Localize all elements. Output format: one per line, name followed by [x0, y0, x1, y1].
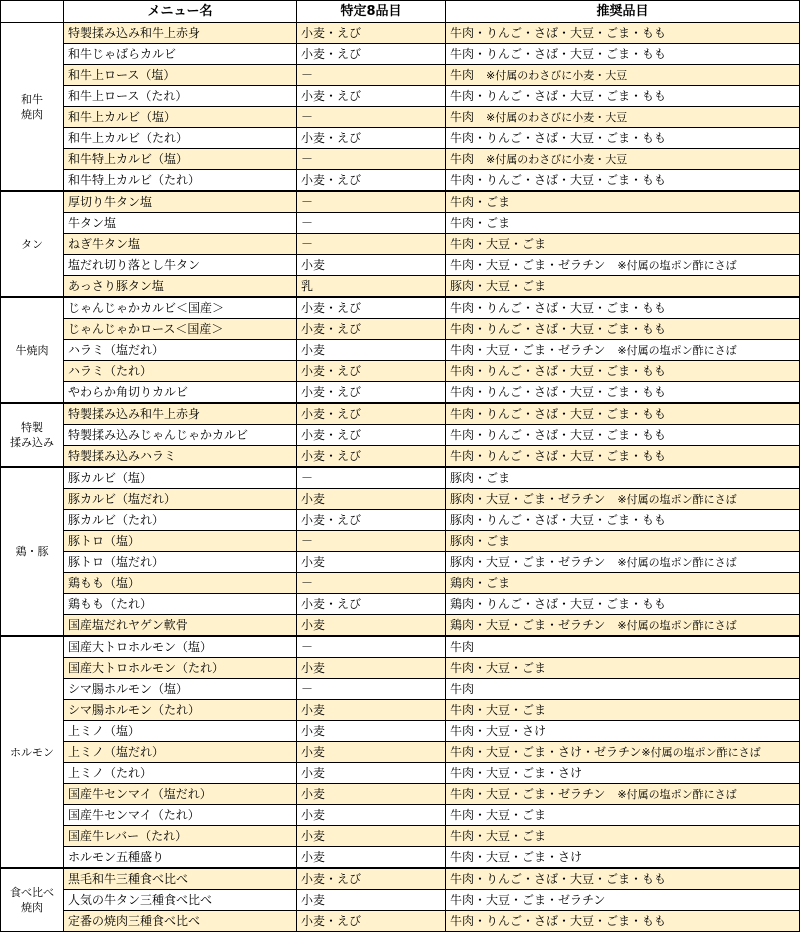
- recommended-text: 牛肉・りんご・さば・大豆・ごま・もも: [450, 407, 667, 421]
- major8-cell: 小麦・えび: [297, 361, 446, 382]
- recommended-text: 牛肉・りんご・さば・大豆・ごま・もも: [450, 26, 667, 40]
- recommended-text: 豚肉・ごま: [450, 534, 511, 548]
- menu-name-cell: 国産牛センマイ（塩だれ）: [64, 784, 297, 805]
- recommended-text: 牛肉: [450, 67, 475, 82]
- recommended-text: 牛肉・大豆・ごま: [450, 808, 547, 822]
- major8-cell: 小麦: [297, 784, 446, 805]
- allergen-note: ※付属の塩ポン酢にさば: [641, 745, 761, 759]
- menu-name-cell: 上ミノ（たれ）: [64, 763, 297, 784]
- category-label: 和牛: [21, 92, 43, 106]
- table-row: [1, 573, 800, 594]
- recommended-cell: [446, 489, 800, 510]
- category-label: 焼肉: [21, 901, 43, 914]
- category-label: タン: [21, 237, 43, 251]
- category-cell: [1, 23, 64, 192]
- menu-name-cell: 特製揉み込みじゃんじゃかカルビ: [64, 425, 297, 446]
- category-label: 食べ比べ: [10, 886, 54, 899]
- allergen-note: ※付属の塩ポン酢にさば: [617, 258, 737, 272]
- major8-cell: 小麦: [297, 763, 446, 784]
- recommended-cell: [446, 23, 800, 44]
- recommended-cell: [446, 234, 800, 255]
- major8-cell: 小麦: [297, 552, 446, 573]
- table-row: [1, 403, 800, 425]
- table-row: [1, 170, 800, 192]
- recommended-text: 牛肉・りんご・さば・大豆・ごま・もも: [450, 47, 667, 61]
- table-row: [1, 679, 800, 700]
- table-row: [1, 721, 800, 742]
- table-row: [1, 868, 800, 890]
- menu-name-cell: 豚カルビ（たれ）: [64, 510, 297, 531]
- menu-name-cell: 上ミノ（塩だれ）: [64, 742, 297, 763]
- recommended-text: 豚肉・大豆・ごま・ゼラチン: [450, 491, 606, 506]
- menu-name-cell: あっさり豚タン塩: [64, 276, 297, 298]
- menu-name-cell: 牛タン塩: [64, 213, 297, 234]
- major8-cell: 小麦・えび: [297, 911, 446, 932]
- recommended-cell: [446, 890, 800, 911]
- recommended-text: 牛肉・大豆・ごま・さけ: [450, 850, 583, 864]
- menu-name-cell: シマ腸ホルモン（たれ）: [64, 700, 297, 721]
- recommended-text: 牛肉・大豆・ごま・さけ・ゼラチン: [450, 744, 642, 759]
- major8-cell: －: [297, 636, 446, 658]
- major8-cell: 小麦: [297, 847, 446, 869]
- allergen-note: ※付属のわさびに小麦・大豆: [486, 152, 628, 166]
- major8-cell: 小麦: [297, 721, 446, 742]
- menu-name-cell: 和牛上カルビ（塩）: [64, 107, 297, 128]
- table-row: [1, 467, 800, 489]
- allergen-note: ※付属の塩ポン酢にさば: [617, 787, 737, 801]
- major8-cell: －: [297, 573, 446, 594]
- recommended-cell: [446, 467, 800, 489]
- recommended-cell: [446, 868, 800, 890]
- recommended-text: 豚肉・大豆・ごま: [450, 279, 547, 293]
- table-row: [1, 615, 800, 637]
- allergen-note: ※付属の塩ポン酢にさば: [617, 343, 737, 357]
- allergen-note: ※付属の塩ポン酢にさば: [617, 555, 737, 569]
- major8-cell: 小麦・えび: [297, 446, 446, 468]
- recommended-cell: [446, 700, 800, 721]
- recommended-text: 牛肉・りんご・さば・大豆・ごま・もも: [450, 131, 667, 145]
- recommended-text: 牛肉・大豆・ごま・ゼラチン: [450, 786, 606, 801]
- allergen-note: ※付属のわさびに小麦・大豆: [486, 110, 628, 124]
- recommended-text: 豚肉・りんご・さば・大豆・ごま・もも: [450, 513, 667, 527]
- table-row: [1, 446, 800, 468]
- menu-name-cell: 特製揉み込み和牛上赤身: [64, 23, 297, 44]
- recommended-text: 牛肉・りんご・さば・大豆・ごま・もも: [450, 428, 667, 442]
- recommended-cell: [446, 44, 800, 65]
- recommended-cell: [446, 446, 800, 468]
- category-cell: [1, 191, 64, 297]
- major8-cell: －: [297, 213, 446, 234]
- major8-cell: 小麦・えび: [297, 23, 446, 44]
- recommended-cell: [446, 742, 800, 763]
- table-row: [1, 636, 800, 658]
- recommended-text: 牛肉・りんご・さば・大豆・ごま・もも: [450, 173, 667, 187]
- recommended-cell: [446, 658, 800, 679]
- menu-name-cell: 豚トロ（塩）: [64, 531, 297, 552]
- table-row: [1, 658, 800, 679]
- menu-name-cell: 上ミノ（塩）: [64, 721, 297, 742]
- recommended-cell: [446, 382, 800, 404]
- recommended-cell: [446, 86, 800, 107]
- table-row: [1, 128, 800, 149]
- recommended-cell: [446, 403, 800, 425]
- major8-cell: －: [297, 531, 446, 552]
- recommended-cell: [446, 319, 800, 340]
- recommended-text: 牛肉・大豆・さけ: [450, 724, 547, 738]
- major8-cell: 小麦・えび: [297, 868, 446, 890]
- menu-name-cell: ハラミ（たれ）: [64, 361, 297, 382]
- menu-name-cell: 国産大トロホルモン（たれ）: [64, 658, 297, 679]
- category-label: ホルモン: [10, 745, 54, 759]
- category-label: 焼肉: [21, 107, 43, 121]
- category-label: 揉み込み: [10, 436, 54, 449]
- table-row: [1, 255, 800, 276]
- recommended-text: 鶏肉・大豆・ごま・ゼラチン: [450, 617, 606, 632]
- major8-cell: 小麦: [297, 826, 446, 847]
- major8-cell: －: [297, 65, 446, 86]
- table-row: [1, 890, 800, 911]
- recommended-text: 牛肉・大豆・ごま・ゼラチン: [450, 893, 606, 907]
- recommended-text: 牛肉・りんご・さば・大豆・ごま・もも: [450, 872, 667, 886]
- menu-name-cell: 和牛特上カルビ（塩）: [64, 149, 297, 170]
- recommended-text: 牛肉: [450, 640, 475, 654]
- recommended-text: 牛肉・りんご・さば・大豆・ごま・もも: [450, 301, 667, 315]
- recommended-cell: [446, 531, 800, 552]
- recommended-cell: [446, 297, 800, 319]
- major8-cell: 小麦: [297, 805, 446, 826]
- major8-cell: 小麦・えび: [297, 594, 446, 615]
- table-row: [1, 489, 800, 510]
- table-row: [1, 425, 800, 446]
- table-row: [1, 382, 800, 404]
- recommended-cell: [446, 805, 800, 826]
- recommended-cell: [446, 763, 800, 784]
- recommended-text: 牛肉・大豆・ごま・さけ: [450, 766, 583, 780]
- menu-name-cell: 和牛上ロース（塩）: [64, 65, 297, 86]
- table-row: [1, 361, 800, 382]
- table-row: [1, 700, 800, 721]
- menu-name-cell: 国産大トロホルモン（塩）: [64, 636, 297, 658]
- category-label: 鶏・豚: [15, 545, 49, 558]
- recommended-text: 牛肉・りんご・さば・大豆・ごま・もも: [450, 914, 667, 928]
- major8-cell: 小麦: [297, 742, 446, 763]
- major8-cell: 小麦: [297, 890, 446, 911]
- menu-name-cell: 人気の牛タン三種食べ比べ: [64, 890, 297, 911]
- menu-name-cell: 定番の焼肉三種食べ比べ: [64, 911, 297, 932]
- menu-name-cell: 国産塩だれヤゲン軟骨: [64, 615, 297, 637]
- recommended-cell: [446, 594, 800, 615]
- table-row: [1, 911, 800, 932]
- table-row: [1, 23, 800, 44]
- recommended-text: 牛肉: [450, 682, 475, 696]
- recommended-cell: [446, 191, 800, 213]
- table-row: [1, 213, 800, 234]
- recommended-cell: [446, 911, 800, 932]
- major8-cell: －: [297, 107, 446, 128]
- header-menu-name: メニュー名: [64, 1, 297, 23]
- table-row: [1, 44, 800, 65]
- recommended-text: 牛肉・りんご・さば・大豆・ごま・もも: [450, 89, 667, 103]
- recommended-text: 牛肉・大豆・ごま: [450, 661, 547, 675]
- table-row: [1, 191, 800, 213]
- header-major-8-allergens: 特定8品目: [297, 1, 446, 23]
- recommended-cell: [446, 721, 800, 742]
- menu-name-cell: 和牛上ロース（たれ）: [64, 86, 297, 107]
- menu-name-cell: 特製揉み込み和牛上赤身: [64, 403, 297, 425]
- menu-name-cell: 和牛じゃばらカルビ: [64, 44, 297, 65]
- recommended-cell: [446, 170, 800, 192]
- recommended-cell: [446, 847, 800, 869]
- table-row: [1, 149, 800, 170]
- table-row: [1, 847, 800, 869]
- category-label: 牛焼肉: [15, 343, 49, 357]
- table-row: [1, 510, 800, 531]
- category-cell: [1, 636, 64, 868]
- menu-name-cell: 豚カルビ（塩）: [64, 467, 297, 489]
- recommended-cell: [446, 213, 800, 234]
- recommended-cell: [446, 361, 800, 382]
- recommended-text: 牛肉・りんご・さば・大豆・ごま・もも: [450, 385, 667, 399]
- major8-cell: 小麦・えび: [297, 382, 446, 404]
- category-cell: [1, 403, 64, 467]
- category-label: 特製: [21, 421, 43, 434]
- menu-name-cell: 豚カルビ（塩だれ）: [64, 489, 297, 510]
- menu-name-cell: 和牛特上カルビ（たれ）: [64, 170, 297, 192]
- table-row: [1, 319, 800, 340]
- major8-cell: 小麦: [297, 340, 446, 361]
- category-cell: [1, 467, 64, 636]
- table-body: [1, 23, 800, 932]
- recommended-cell: [446, 255, 800, 276]
- major8-cell: 小麦: [297, 615, 446, 637]
- major8-cell: 小麦・えび: [297, 319, 446, 340]
- allergen-note: ※付属の塩ポン酢にさば: [617, 492, 737, 506]
- recommended-text: 牛肉・大豆・ごま: [450, 829, 547, 843]
- recommended-text: 牛肉・ごま: [450, 216, 511, 230]
- major8-cell: －: [297, 467, 446, 489]
- menu-name-cell: 特製揉み込みハラミ: [64, 446, 297, 468]
- recommended-cell: [446, 107, 800, 128]
- menu-name-cell: やわらか角切りカルビ: [64, 382, 297, 404]
- menu-name-cell: ホルモン五種盛り: [64, 847, 297, 869]
- major8-cell: 小麦: [297, 658, 446, 679]
- recommended-text: 豚肉・ごま: [450, 471, 511, 485]
- recommended-text: 鶏肉・ごま: [450, 576, 511, 590]
- table-row: [1, 805, 800, 826]
- recommended-cell: [446, 340, 800, 361]
- allergen-note: ※付属のわさびに小麦・大豆: [486, 68, 628, 82]
- major8-cell: 小麦: [297, 489, 446, 510]
- table-row: [1, 742, 800, 763]
- table-row: [1, 763, 800, 784]
- recommended-cell: [446, 826, 800, 847]
- table-row: [1, 65, 800, 86]
- major8-cell: －: [297, 191, 446, 213]
- major8-cell: －: [297, 679, 446, 700]
- menu-name-cell: 和牛上カルビ（たれ）: [64, 128, 297, 149]
- table-row: [1, 552, 800, 573]
- major8-cell: 小麦・えび: [297, 403, 446, 425]
- category-cell: [1, 297, 64, 403]
- category-cell: [1, 868, 64, 932]
- menu-name-cell: 塩だれ切り落とし牛タン: [64, 255, 297, 276]
- menu-name-cell: シマ腸ホルモン（塩）: [64, 679, 297, 700]
- table-row: [1, 531, 800, 552]
- table-row: [1, 107, 800, 128]
- menu-name-cell: 豚トロ（塩だれ）: [64, 552, 297, 573]
- recommended-text: 牛肉・大豆・ごま: [450, 703, 547, 717]
- recommended-cell: [446, 636, 800, 658]
- table-row: [1, 297, 800, 319]
- recommended-text: 鶏肉・りんご・さば・大豆・ごま・もも: [450, 597, 667, 611]
- recommended-text: 牛肉: [450, 151, 475, 166]
- recommended-text: 牛肉・ごま: [450, 195, 511, 209]
- recommended-text: 牛肉: [450, 109, 475, 124]
- recommended-text: 牛肉・りんご・さば・大豆・ごま・もも: [450, 449, 667, 463]
- major8-cell: 小麦・えび: [297, 128, 446, 149]
- recommended-text: 牛肉・大豆・ごま・ゼラチン: [450, 342, 606, 357]
- recommended-cell: [446, 784, 800, 805]
- major8-cell: 小麦・えび: [297, 425, 446, 446]
- header-row: [1, 1, 800, 23]
- header-category: [1, 1, 64, 23]
- major8-cell: 小麦・えび: [297, 86, 446, 107]
- recommended-text: 牛肉・りんご・さば・大豆・ごま・もも: [450, 364, 667, 378]
- recommended-cell: [446, 573, 800, 594]
- recommended-cell: [446, 615, 800, 637]
- recommended-text: 豚肉・大豆・ごま・ゼラチン: [450, 554, 606, 569]
- major8-cell: 小麦: [297, 255, 446, 276]
- major8-cell: －: [297, 149, 446, 170]
- menu-name-cell: じゃんじゃかロース＜国産＞: [64, 319, 297, 340]
- recommended-text: 牛肉・大豆・ごま: [450, 237, 547, 251]
- major8-cell: 小麦・えび: [297, 44, 446, 65]
- table-row: [1, 86, 800, 107]
- recommended-cell: [446, 510, 800, 531]
- table-row: [1, 234, 800, 255]
- recommended-cell: [446, 149, 800, 170]
- menu-name-cell: 国産牛レバー（たれ）: [64, 826, 297, 847]
- major8-cell: 小麦・えび: [297, 510, 446, 531]
- recommended-cell: [446, 552, 800, 573]
- recommended-cell: [446, 128, 800, 149]
- recommended-text: 牛肉・りんご・さば・大豆・ごま・もも: [450, 322, 667, 336]
- menu-name-cell: じゃんじゃかカルビ＜国産＞: [64, 297, 297, 319]
- table-row: [1, 340, 800, 361]
- table-row: [1, 594, 800, 615]
- menu-name-cell: 国産牛センマイ（たれ）: [64, 805, 297, 826]
- recommended-text: 牛肉・大豆・ごま・ゼラチン: [450, 257, 606, 272]
- menu-name-cell: ねぎ牛タン塩: [64, 234, 297, 255]
- recommended-cell: [446, 65, 800, 86]
- menu-name-cell: ハラミ（塩だれ）: [64, 340, 297, 361]
- table-row: [1, 784, 800, 805]
- major8-cell: 小麦: [297, 700, 446, 721]
- recommended-cell: [446, 679, 800, 700]
- menu-name-cell: 鶏もも（たれ）: [64, 594, 297, 615]
- menu-name-cell: 厚切り牛タン塩: [64, 191, 297, 213]
- header-recommended-allergens: 推奨品目: [446, 1, 800, 23]
- table-row: [1, 826, 800, 847]
- major8-cell: 小麦・えび: [297, 297, 446, 319]
- table-row: [1, 276, 800, 298]
- menu-name-cell: 鶏もも（塩）: [64, 573, 297, 594]
- recommended-cell: [446, 425, 800, 446]
- major8-cell: －: [297, 234, 446, 255]
- allergen-note: ※付属の塩ポン酢にさば: [617, 618, 737, 632]
- major8-cell: 乳: [297, 276, 446, 298]
- major8-cell: 小麦・えび: [297, 170, 446, 192]
- recommended-cell: [446, 276, 800, 298]
- menu-name-cell: 黒毛和牛三種食べ比べ: [64, 868, 297, 890]
